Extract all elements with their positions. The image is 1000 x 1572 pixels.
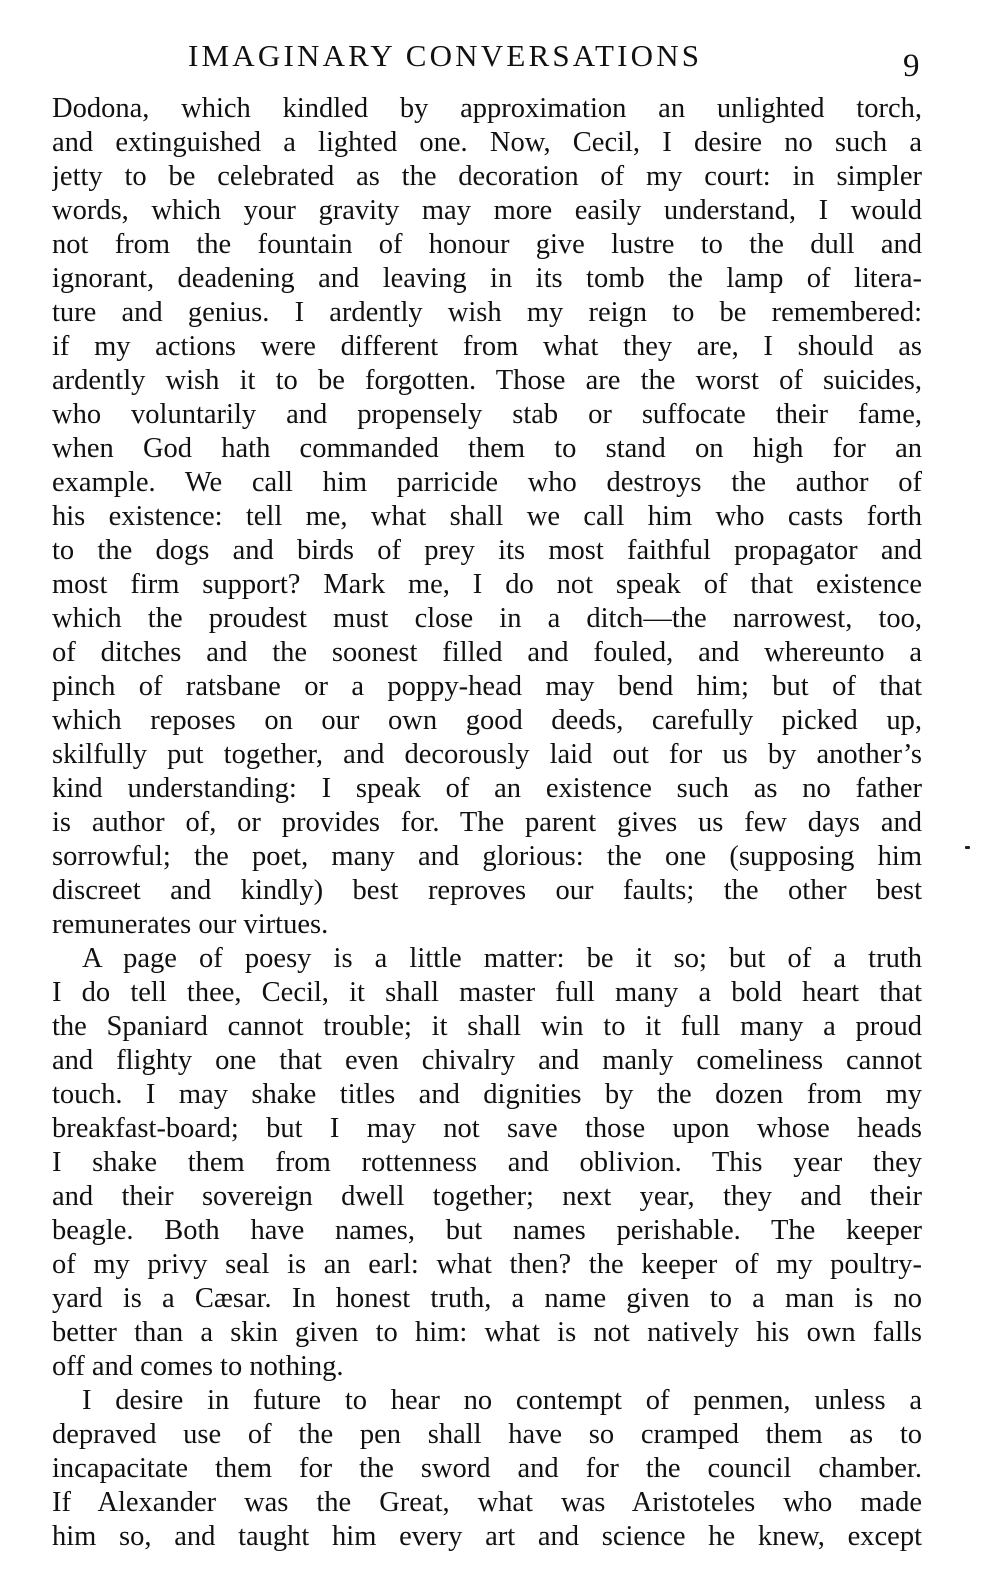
text-line: most firm support? Mark me, I do not speak of that existence	[52, 569, 922, 600]
text-line: not from the fountain of honour give lustre to the dull and	[52, 229, 922, 260]
text-line: depraved use of the pen shall have so cramped them as to	[52, 1419, 922, 1450]
text-line: words, which your gravity may more easily understand, I would	[52, 195, 922, 226]
text-line: beagle. Both have names, but names perishable. The keeper	[52, 1215, 922, 1246]
text-line: of my privy seal is an earl: what then? the keeper of my poultry-	[52, 1249, 922, 1280]
text-line: sorrowful; the poet, many and glorious: the one (supposing him	[52, 841, 922, 872]
text-line: kind understanding: I speak of an existence such as no father	[52, 773, 922, 804]
text-line: his existence: tell me, what shall we call him who casts forth	[52, 501, 922, 532]
text-line: him so, and taught him every art and science he knew, except	[52, 1521, 922, 1552]
text-line: better than a skin given to him: what is not natively his own falls	[52, 1317, 922, 1348]
paragraph-end-line: remunerates our virtues.	[52, 909, 329, 940]
text-line: example. We call him parricide who destroys the author of	[52, 467, 922, 498]
page-number: 9	[903, 48, 920, 84]
text-line: skilfully put together, and decorously laid out for us by another’s	[52, 739, 922, 770]
text-line: when God hath commanded them to stand on high for an	[52, 433, 922, 464]
text-line: and extinguished a lighted one. Now, Cecil, I desire no such a	[52, 127, 922, 158]
running-head	[0, 34, 1000, 84]
text-line: which the proudest must close in a ditch—the narrowest, too,	[52, 603, 922, 634]
text-line: Dodona, which kindled by approximation an unlighted torch,	[52, 93, 922, 124]
text-line: which reposes on our own good deeds, carefully picked up,	[52, 705, 922, 736]
text-line: ture and genius. I ardently wish my reign to be remembered:	[52, 297, 922, 328]
text-line: to the dogs and birds of prey its most faithful propagator and	[52, 535, 922, 566]
margin-speck	[965, 846, 970, 849]
text-line: and flighty one that even chivalry and manly comeliness cannot	[52, 1045, 922, 1076]
running-title: IMAGINARY CONVERSATIONS	[188, 38, 703, 73]
text-line: the Spaniard cannot trouble; it shall win to it full many a proud	[52, 1011, 922, 1042]
paragraph-start-line: A page of poesy is a little matter: be it so; but of a truth	[82, 943, 922, 974]
text-line: incapacitate them for the sword and for the council chamber.	[52, 1453, 922, 1484]
text-line: ignorant, deadening and leaving in its tomb the lamp of litera-	[52, 263, 922, 294]
text-line: and their sovereign dwell together; next year, they and their	[52, 1181, 922, 1212]
text-line: yard is a Cæsar. In honest truth, a name given to a man is no	[52, 1283, 922, 1314]
text-line: breakfast-board; but I may not save those upon whose heads	[52, 1113, 922, 1144]
paragraph-start-line: I desire in future to hear no contempt of penmen, unless a	[82, 1385, 922, 1416]
text-line: I shake them from rottenness and oblivion. This year they	[52, 1147, 922, 1178]
text-line: touch. I may shake titles and dignities by the dozen from my	[52, 1079, 922, 1110]
text-line: who voluntarily and propensely stab or suffocate their fame,	[52, 399, 922, 430]
paragraph-end-line: off and comes to nothing.	[52, 1351, 344, 1382]
text-line: I do tell thee, Cecil, it shall master full many a bold heart that	[52, 977, 922, 1008]
text-line: discreet and kindly) best reproves our faults; the other best	[52, 875, 922, 906]
text-line: if my actions were different from what they are, I should as	[52, 331, 922, 362]
text-line: of ditches and the soonest filled and fouled, and whereunto a	[52, 637, 922, 668]
text-line: ardently wish it to be forgotten. Those are the worst of suicides,	[52, 365, 922, 396]
text-line: is author of, or provides for. The parent gives us few days and	[52, 807, 922, 838]
text-line: If Alexander was the Great, what was Aristoteles who made	[52, 1487, 922, 1518]
body-text	[52, 92, 922, 1554]
text-line: pinch of ratsbane or a poppy-head may bend him; but of that	[52, 671, 922, 702]
text-line: jetty to be celebrated as the decoration of my court: in simpler	[52, 161, 922, 192]
